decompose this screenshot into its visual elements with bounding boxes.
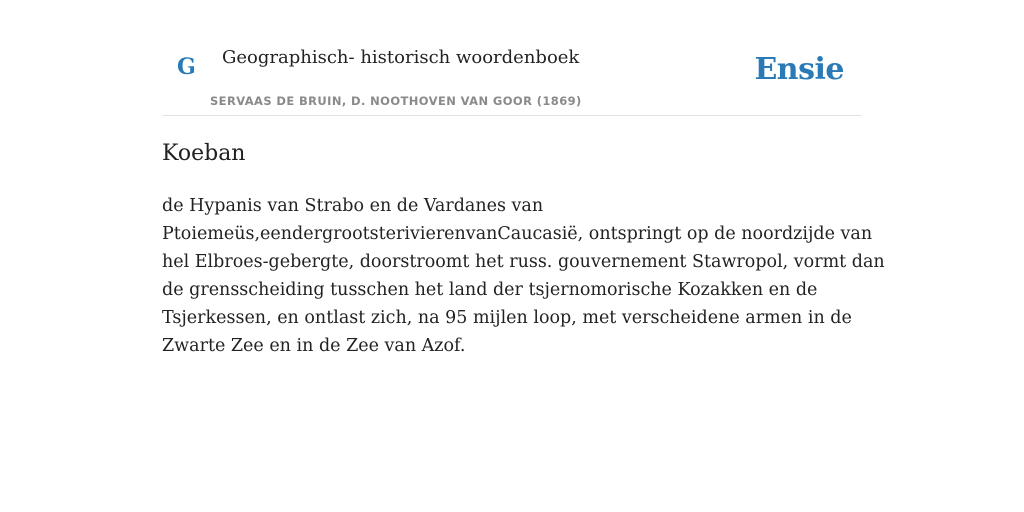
entry-line: Zwarte Zee en in de Zee van Azof. xyxy=(162,336,466,356)
entry-line: de Hypanis van Strabo en de Vardanes van xyxy=(162,196,544,216)
entry-line: de grensscheiding tusschen het land der tsjernomorische Kozakken en de xyxy=(162,280,818,300)
dictionary-logo-icon[interactable]: G xyxy=(177,54,196,80)
entry-line: hel Elbroes-gebergte, doorstroomt het russ. gouvernement Stawropol, vormt dan xyxy=(162,252,885,272)
ensie-logo[interactable]: Ensie xyxy=(754,52,844,87)
entry-line: Ptoiemeüs,eendergrootsterivierenvanCaucasië, ontspringt op de noordzijde van xyxy=(162,224,873,244)
entry-title: Koeban xyxy=(162,141,246,166)
entry-line: Tsjerkessen, en ontlast zich, na 95 mijlen loop, met verscheidene armen in de xyxy=(162,308,852,328)
header xyxy=(162,0,862,116)
book-author: SERVAAS DE BRUIN, D. NOOTHOVEN VAN GOOR (1869) xyxy=(210,94,582,108)
book-title-link[interactable]: Geographisch- historisch woordenboek xyxy=(222,47,580,68)
page xyxy=(162,0,885,512)
entry-body xyxy=(162,192,885,360)
